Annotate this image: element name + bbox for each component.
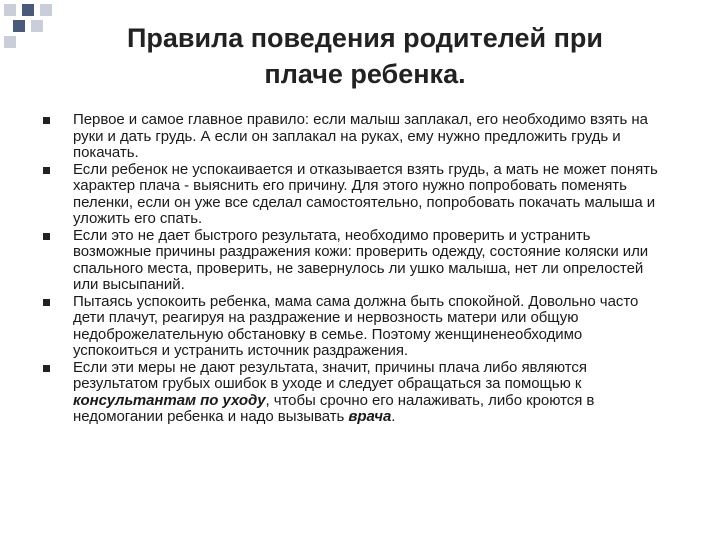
deco-square bbox=[31, 20, 43, 32]
list-item-text: Если ребенок не успокаивается и отказывается взять грудь, а мать не может понять характер плача - выяснить его причину. Для этого нужно попробовать поменять пеленки, если он уже все сделал самостоятельно, попробовать покачать малыша и уложить его спать. bbox=[73, 160, 658, 227]
list-item bbox=[40, 162, 670, 228]
list-item bbox=[40, 112, 670, 162]
slide-title bbox=[60, 20, 670, 92]
bullet-square-icon bbox=[43, 117, 50, 124]
text-segment: . bbox=[391, 408, 396, 425]
text-segment: , чтобы срочно его налаживать, либо кроются в недомогании ребенка и надо вызывать bbox=[73, 391, 595, 425]
rules-list bbox=[40, 112, 670, 426]
bullet-square-icon bbox=[43, 299, 50, 306]
list-item-text: Пытаясь успокоить ребенка, мама сама должна быть спокойной. Довольно часто дети плачут, реагируя на раздражение и нервозность матери или общую недоброжелательную обстановку в семье. Поэтому женщиненеобходимо успокоиться и устранить источник раздражения. bbox=[73, 292, 639, 359]
list-item-text: Если это не дает быстрого результата, необходимо проверить и устранить возможные причины раздражения кожи: проверить одежду, состояние коляски или спального места, проверить, не завернулось ли ушко малыша, нет ли опрелостей или высыпаний. bbox=[73, 226, 649, 293]
bullet-square-icon bbox=[43, 365, 50, 372]
bullet-square-icon bbox=[43, 233, 50, 240]
deco-square bbox=[4, 36, 16, 48]
deco-square bbox=[40, 4, 52, 16]
list-item-text: Первое и самое главное правило: если малыш заплакал, его необходимо взять на руки и дать грудь. А если он заплакал на руках, ему нужно предложить грудь и покачать. bbox=[73, 111, 648, 161]
bullet-square-icon bbox=[43, 167, 50, 174]
list-item-text bbox=[73, 360, 670, 426]
deco-square bbox=[4, 4, 16, 16]
emphasis-doctor: врача bbox=[348, 408, 392, 425]
title-line-1: Правила поведения родителей при bbox=[126, 23, 604, 53]
list-item bbox=[40, 360, 670, 426]
deco-square bbox=[22, 4, 34, 16]
emphasis-consultants: консультантам по уходу bbox=[73, 391, 266, 409]
list-item bbox=[40, 228, 670, 294]
list-item bbox=[40, 294, 670, 360]
text-segment: Если эти меры не дают результата, значит, причины плача либо являются результатом грубых ошибок в уходе и следует обращаться за помощью к bbox=[73, 358, 587, 392]
deco-square bbox=[13, 20, 25, 32]
title-line-2: плаче ребенка. bbox=[264, 59, 466, 89]
